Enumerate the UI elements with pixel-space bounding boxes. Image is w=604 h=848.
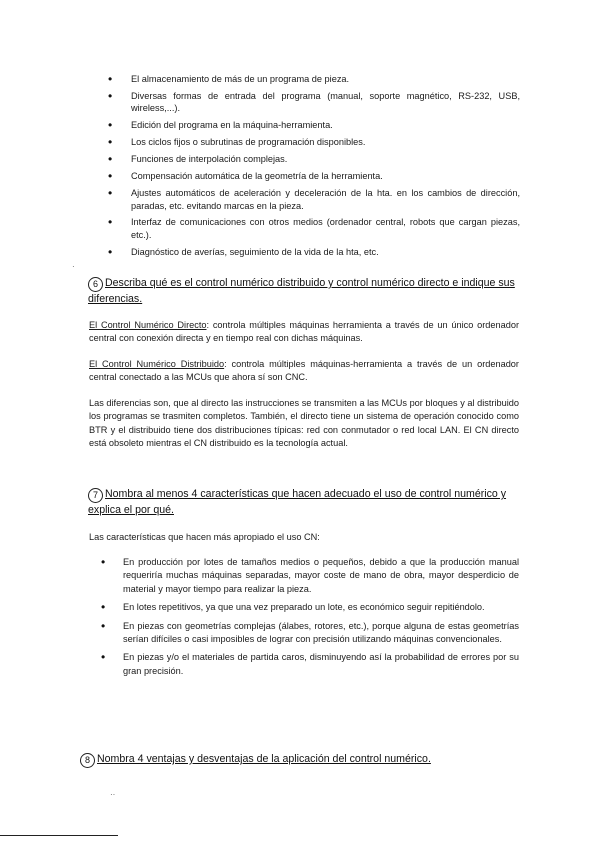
term-distribuido: El Control Numérico Distribuido (89, 359, 225, 369)
paragraph-diferencias: Las diferencias son, que al directo las instrucciones se transmiten a las MCUs por bloques y al distribuido los programas se trasmiten completos. También, el directo tiene un sistema de operación conocido como BTR y el distribuido tiene dos distribuciones típicas: red con conmutador o red local LAN. El CN directo está obsoleto mientras el CN distribuido es la tecnología actual. (89, 398, 519, 448)
list-item: • Interfaz de comunicaciones con otros medios (ordenador central, robots que cargan piezas, etc.). (108, 216, 520, 241)
list-item: • En producción por lotes de tamaños medios o pequeños, debido a que la producción manual requeriría muchas máquinas separadas, mayor coste de mano de obra, mayor desperdicio de material y mayor tiempo para realizar la pieza. (101, 556, 519, 596)
list-item: • Funciones de interpolación complejas. (108, 153, 520, 166)
question-text: Describa qué es el control numérico distribuido y control numérico directo e indique sus diferencias. (88, 277, 515, 305)
characteristics-list (101, 556, 519, 683)
question-text: Nombra al menos 4 características que hacen adecuado el uso de control numérico y explica el por qué. (88, 488, 507, 516)
list-item: • Compensación automática de la geometría de la herramienta. (108, 170, 520, 183)
list-item: • Diagnóstico de averías, seguimiento de la vida de la hta, etc. (108, 246, 520, 259)
margin-mark: · (72, 262, 75, 271)
list-item: • Edición del programa en la máquina-herramienta. (108, 119, 520, 132)
definition-distribuido: : controla múltiples máquinas-herramienta a través de un ordenador central conectado a las MCUs que ahora sí son CNC. (89, 359, 519, 383)
list-item: • Diversas formas de entrada del programa (manual, soporte magnético, RS-232, USB, wireless,...). (108, 90, 520, 115)
paragraph-distribuido (89, 358, 519, 385)
list-item: • Ajustes automáticos de aceleración y deceleración de la hta. en los cambios de dirección, paradas, etc. evitando marcas en la pieza. (108, 187, 520, 212)
list-item: • En piezas y/o el materiales de partida caros, disminuyendo así la probabilidad de errores por su gran precisión. (101, 651, 519, 678)
list-item: • En piezas con geometrías complejas (álabes, rotores, etc.), porque alguna de estas geometrías serían difíciles o casi imposibles de lograr con precisión utilizando máquinas convencionales. (101, 620, 519, 647)
question-number: 6 (88, 277, 103, 292)
paragraph-intro-7: Las características que hacen más apropiado el uso CN: (89, 532, 320, 542)
features-list (108, 73, 520, 263)
footer-rule (0, 835, 118, 836)
question-text: Nombra 4 ventajas y desventajas de la aplicación del control numérico. (97, 753, 431, 765)
question-number: 8 (80, 753, 95, 768)
list-item: • En lotes repetitivos, ya que una vez preparado un lote, es económico seguir repitiéndolo. (101, 601, 519, 614)
question-7 (88, 487, 524, 517)
question-6 (88, 276, 524, 306)
paragraph-directo (89, 319, 519, 346)
question-8 (80, 752, 520, 768)
list-item: • Los ciclos fijos o subrutinas de programación disponibles. (108, 136, 520, 149)
question-number: 7 (88, 488, 103, 503)
definition-directo: : controla múltiples máquinas herramienta a través de un único ordenador central con conexión directa y en tiempo real con dichas máquinas. (89, 320, 519, 344)
margin-mark: ·· (110, 790, 116, 799)
term-directo: El Control Numérico Directo (89, 320, 207, 330)
list-item: • El almacenamiento de más de un programa de pieza. (108, 73, 520, 86)
